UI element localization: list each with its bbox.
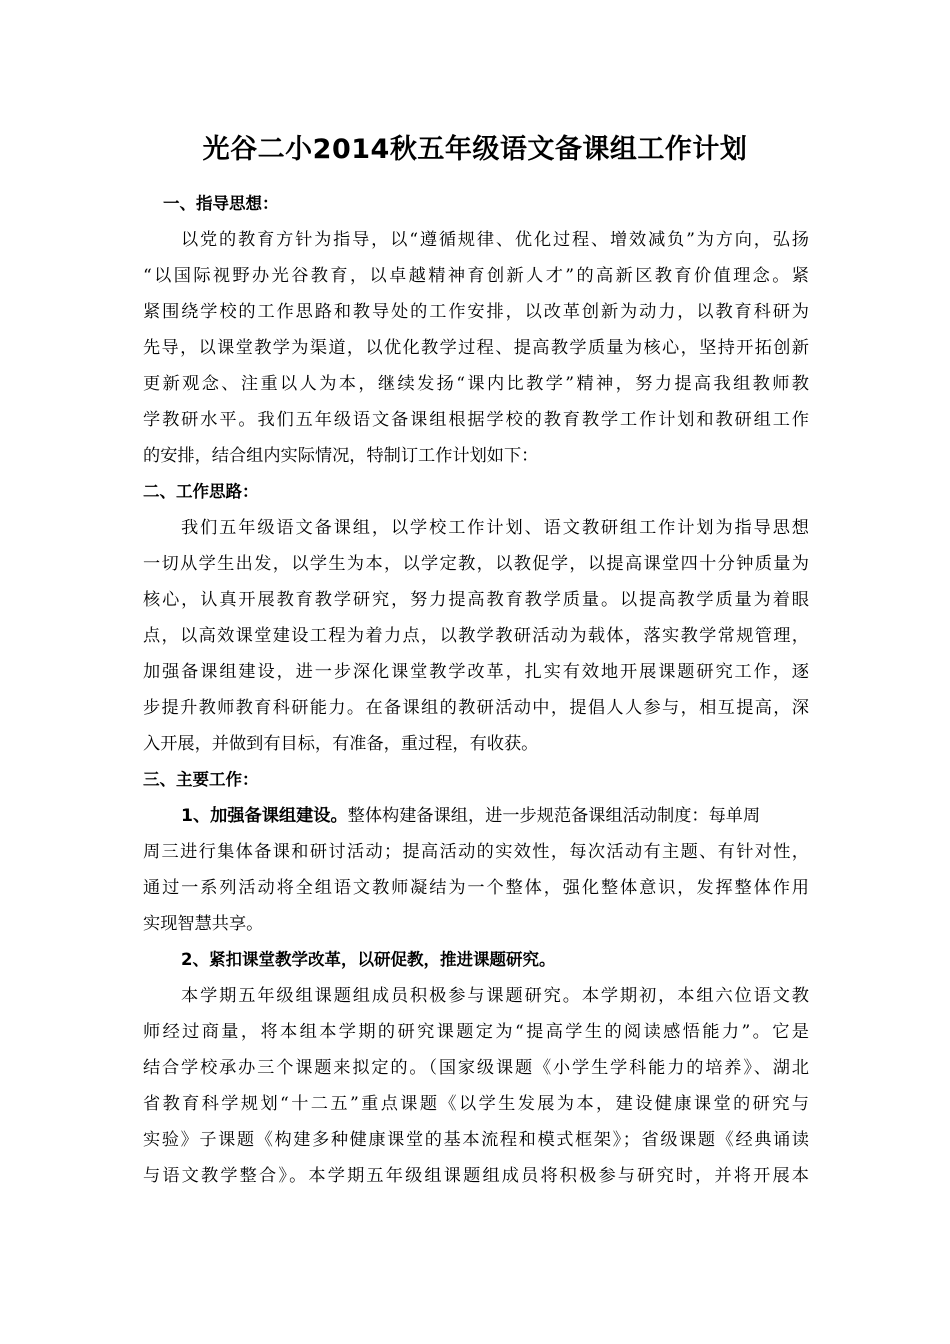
paragraph-line: 省教育科学规划“十二五”重点课题《以学生发展为本，建设健康课堂的研究与 [143, 1094, 809, 1114]
paragraph-line: 周三进行集体备课和研讨活动；提高活动的实效性，每次活动有主题、有针对性， [143, 842, 809, 862]
paragraph-line: 核心，认真开展教育教学研究，努力提高教育教学质量。以提高教学质量为着眼 [143, 590, 809, 610]
paragraph-line: 师经过商量，将本组本学期的研究课题定为“提高学生的阅读感悟能力”。它是 [143, 1022, 809, 1042]
section-heading-main-work: 三、主要工作： [143, 770, 259, 789]
document-title: 光谷二小2014秋五年级语文备课组工作计划 [202, 134, 748, 165]
item-1-first-line [181, 798, 809, 834]
paragraph-line: 结合学校承办三个课题来拟定的。（国家级课题《小学生学科能力的培养》、湖北 [143, 1058, 809, 1078]
paragraph-line: 本学期五年级组课题组成员积极参与课题研究。本学期初，本组六位语文教 [181, 986, 809, 1006]
paragraph-line: “以国际视野办光谷教育，以卓越精神育创新人才”的高新区教育价值理念。紧 [143, 266, 809, 286]
paragraph-line: 点，以高效课堂建设工程为着力点，以教学教研活动为载体，落实教学常规管理， [143, 626, 809, 646]
paragraph-line: 入开展，并做到有目标，有准备，重过程，有收获。 [143, 734, 539, 754]
paragraph-line: 的安排，结合组内实际情况，特制订工作计划如下： [143, 446, 539, 466]
item-2-heading: 2、紧扣课堂教学改革，以研促教，推进课题研究。 [181, 950, 556, 969]
paragraph-line: 先导，以课堂教学为渠道，以优化教学过程、提高教学质量为核心，坚持开拓创新 [143, 338, 809, 358]
section-heading-guiding-thought: 一、指导思想： [163, 194, 279, 213]
paragraph-line: 更新观念、注重以人为本，继续发扬“课内比教学”精神，努力提高我组教师教 [143, 374, 809, 394]
paragraph-line: 通过一系列活动将全组语文教师凝结为一个整体，强化整体意识，发挥整体作用 [143, 878, 809, 898]
paragraph-line: 与语文教学整合》。本学期五年级组课题组成员将积极参与研究时，并将开展本 [143, 1166, 809, 1186]
item-1-heading: 1、加强备课组建设。 [181, 806, 348, 826]
paragraph-line: 学教研水平。我们五年级语文备课组根据学校的教育教学工作计划和教研组工作 [143, 410, 809, 430]
paragraph-line: 紧围绕学校的工作思路和教导处的工作安排，以改革创新为动力，以教育科研为 [143, 302, 809, 322]
item-1-text: 整体构建备课组，进一步规范备课组活动制度：每单周 [347, 806, 761, 826]
section-heading-work-approach: 二、工作思路： [143, 482, 259, 501]
paragraph-line: 我们五年级语文备课组，以学校工作计划、语文教研组工作计划为指导思想 [181, 518, 809, 538]
paragraph-line: 以党的教育方针为指导，以“遵循规律、优化过程、增效减负”为方向，弘扬 [181, 230, 809, 250]
paragraph-line: 实现智慧共享。 [143, 914, 264, 934]
paragraph-line: 步提升教师教育科研能力。在备课组的教研活动中，提倡人人参与，相互提高，深 [143, 698, 809, 718]
paragraph-line: 一切从学生出发，以学生为本，以学定教，以教促学，以提高课堂四十分钟质量为 [143, 554, 809, 574]
paragraph-line: 实验》子课题《构建多种健康课堂的基本流程和模式框架》；省级课题《经典诵读 [143, 1130, 809, 1150]
paragraph-line: 加强备课组建设，进一步深化课堂教学改革，扎实有效地开展课题研究工作，逐 [143, 662, 809, 682]
